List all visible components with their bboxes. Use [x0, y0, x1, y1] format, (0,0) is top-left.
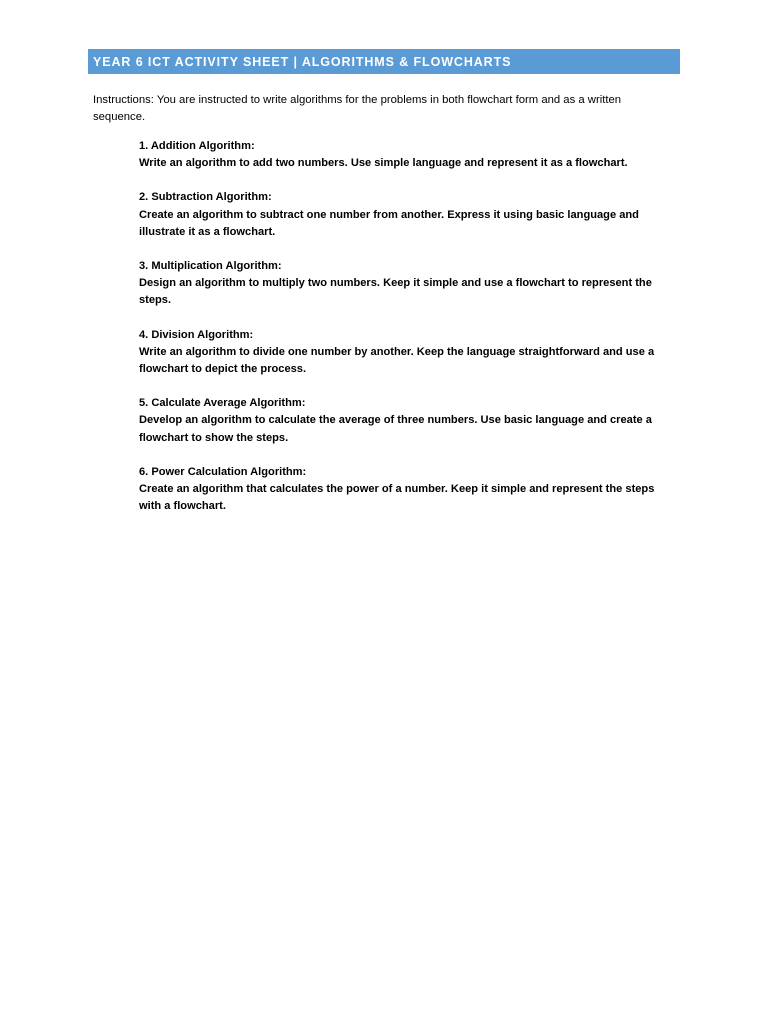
task-list [139, 138, 679, 532]
task-item [139, 464, 679, 516]
task-description: Write an algorithm to divide one number by another. Keep the language straightforward and use a flowchart to depict the process. [139, 345, 655, 376]
task-heading: 3. Multiplication Algorithm: [139, 260, 282, 273]
task-heading: 5. Calculate Average Algorithm: [139, 397, 306, 410]
title-banner [88, 49, 680, 74]
page-title: YEAR 6 ICT ACTIVITY SHEET | ALGORITHMS & FLOWCHARTS [93, 54, 512, 69]
task-description: Design an algorithm to multiply two numbers. Keep it simple and use a flowchart to represent the steps. [139, 277, 652, 307]
task-description: Write an algorithm to add two numbers. Use simple language and represent it as a flowchart. [139, 157, 628, 170]
task-description: Develop an algorithm to calculate the average of three numbers. Use basic language and create a flowchart to show the steps. [139, 414, 652, 444]
task-description: Create an algorithm that calculates the power of a number. Keep it simple and represent the steps with a flowchart. [139, 483, 655, 513]
task-heading: 4. Division Algorithm: [139, 328, 254, 341]
task-heading: 2. Subtraction Algorithm: [139, 191, 272, 204]
task-heading: 6. Power Calculation Algorithm: [139, 465, 307, 478]
task-item [139, 258, 679, 310]
task-item [139, 327, 679, 379]
task-heading: 1. Addition Algorithm: [139, 140, 255, 152]
task-description: Create an algorithm to subtract one number from another. Express it using basic language and illustrate it as a flowchart. [139, 208, 639, 238]
task-item [139, 138, 679, 172]
task-item [139, 189, 679, 241]
task-item [139, 395, 679, 447]
instructions-text: Instructions: You are instructed to write algorithms for the problems in both flowchart form and as a written sequence. [93, 94, 622, 123]
